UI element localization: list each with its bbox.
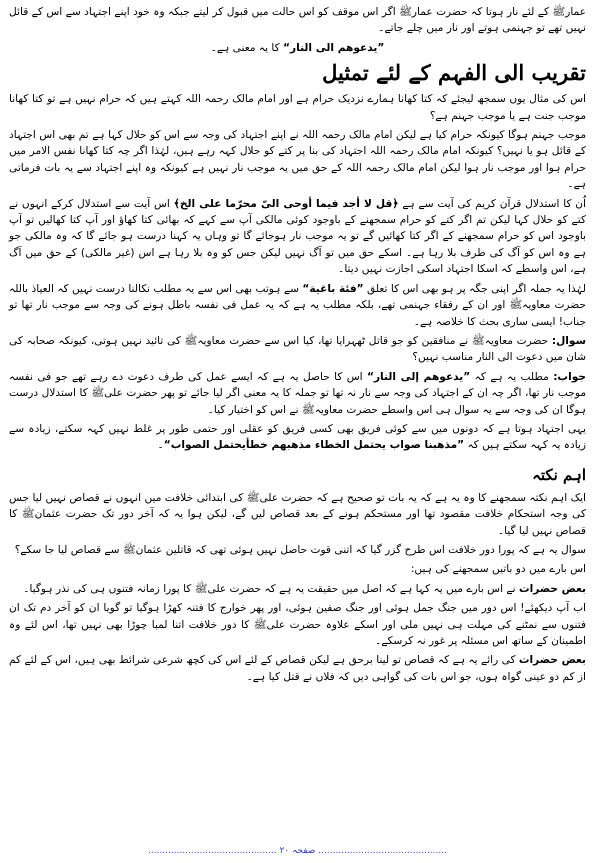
footer-dots-right: ............................................. [147,845,277,856]
paragraph-question [9,333,586,366]
section-heading-important-point: اہم نکتہ [532,465,586,484]
question-text: حضرت معاویہﷺ نے منافقین کو جو قاتل ٹھہرایا تھا، کیا اس سے حضرت معاویہﷺ کی تائید نہیں ہوتی، کیونکہ صحابہ کی شان میں دعوت الی النار مناسب نہیں؟ [9,334,586,364]
paragraph-intro: عمارﷺ کے لئے نار ہوتا کہ حضرت عمارﷺ اگر اس موقف کو اس حالت میں قبول کر لیتے جبکہ وہ خود اپنے اجتہاد سے اس کے قائل نہیں تھے تو جہنمی ہوتے اور نار میں چلے جاتے۔ [9,6,586,35]
quote-arabic-3: ”یدعوھم إلی النار“ [366,370,471,383]
page-footer [0,843,595,859]
paragraph-opinion-2 [9,652,586,685]
paragraph-meaning [9,40,586,56]
paragraph-ijtihad [9,421,586,454]
paragraph-quran-argument [9,196,586,278]
answer-label: جواب: [553,370,586,383]
paragraph-example-question: اس کی مثال یوں سمجھ لیجئے کہ کتا کھانا ہمارے نزدیک حرام ہے اور امام مالک رحمہ اللہ کہتے ہیں کہ حرام نہیں ہے تو کتا کھانا موجب جنت ہے یا موجب جہنم ہے؟ [9,93,586,122]
paragraph-two-points: اس بارے میں دو باتیں سمجھنے کی ہیں: [410,563,586,576]
question-label: سوال: [551,334,586,347]
answer-text-b: اس کا حاصل یہ ہے کہ ایسے عمل کی طرف دعوت دے رہے تھے جو فی نفسہ موجب نار تھا، اگر چہ ان کے اجتہاد کی وجہ سے نار نہ تھا تو جملہ کا یہ معنی اگر لیا جائے تو پھر حضرت علیﷺ کا استدلال درست ہوگا ان کی وجہ سے یہ سوال ہی اس واسطے حضرت معاویہﷺ نے اس کو اختیار کیا۔ [9,370,586,416]
paragraph-quran-text-a: اُن کا استدلال قرآن کریم کی آیت سے ہے [398,197,586,210]
quote-quran-verse: ﴿قل لا أجد فیما أوحی الیّ محرّما علی الخ﴾ [173,197,399,210]
answer-text-a: مطلب یہ ہے کہ [470,370,554,383]
opinion-label-1: بعض حضرات [518,582,586,595]
paragraph-opinion-1 [9,581,586,597]
paragraph-important-point: ایک اہم نکتہ سمجھنے کا وہ یہ ہے کہ یہ بات تو صحیح ہے کہ حضرت علیﷺ کی ابتدائی خلافت میں انہوں نے قصاص نہیں لیا جس کی وجہ استحکام خلافت مقصود تھا اور مستحکم ہونے کے بعد قصاص لیں گے، لیکن ہوا یہ کہ آخر دور تک حضرت عثمانﷺ کا قصاص نہیں لیا گیا۔ [9,491,586,537]
paragraph-ijtihad-text: یہی اجتہاد ہوتا ہے کہ دونوں میں سے کوئی فریق بھی کسی فریق کو عقلی اور حتمی طور پر غلط نہیں کہہ سکتے، زیادہ سے زیادہ یہ کہہ سکتے ہیں کہ [9,422,586,452]
page-number: صفحہ ۲۰ [279,845,316,856]
footer-dots-left: ............................................. [318,845,448,856]
paragraph-example-answer: موجب جہنم ہوگا کیونکہ حرام کیا ہے لیکن امام مالک رحمہ اللہ نے اپنے اجتہاد کی وجہ سے اس کو حلال کہا ہے تم بھی اس اجتہاد کے قائل ہو یا نہیں؟ کیونکہ امام مالک رحمہ اللہ اجتہاد کی بنا پر کتے کو حلال کہہ رہے ہیں، لہٰذا اگر چہ کتا کھانا نفس الامر میں حرام ہوا اور موجب نار ہوا لیکن امام مالک رحمہ اللہ کے حق میں یہ موجب نار نہیں ہے کیونکہ وہ اپنے اجتہاد سے یہ بات فرماتی ہے۔ [9,129,586,191]
paragraph-conclusion-text-a: لہٰذا یہ جملہ اگر اپنی جگہ پر ہو بھی اس کا تعلق [363,282,586,295]
paragraph-conclusion [9,281,586,330]
quote-arabic-4: ”مذھبنا صواب یحتمل الخطاء مذھبھم خطأیحتمل الصواب“ [163,439,465,452]
paragraph-meaning-text: کا یہ معنی ہے۔ [210,41,284,54]
opinion-text-2: کی رائے یہ ہے کہ قصاص تو لینا برحق ہے لیکن قصاص کے لئے اس کی کچھ شرعی شرائط بھی ہیں، اس کے لئے کم از کم دو عینی گواہ ہوں، جو اس بات کی گواہی دیں کہ فلاں نے قتل کیا ہے۔ [9,654,586,683]
paragraph-quran-text-b: اس آیت سے استدلال کرکے انہوں نے کتے کو حلال کہا لیکن تم اگر کتے کو حرام سمجھنے کے باوجود کوئی مالکی آپ سے کہے کہ بھائی کتا کھاؤ اور آپ کتا کھالیں تو آپ باوجود اس کو حرام سمجھنے کے اگر کتا کھائیں گے تو یہ موجب نار ہوجائے گا تو وہاں یہ کہنا درست ہو جائے گا کہ وہ مالکی جو ہے وہ اس کو آگ کی طرف بلا رہا ہے۔ اسکے حق میں تو آگ نہیں لیکن جس کو وہ بلا رہا ہے اس (غیر مالکی) کے حق میں آگ ہے، اس واسطے کہ اسکا اجتہاد اسکی اجازت نہیں دیتا۔ [9,197,586,276]
quote-arabic-1: ”یدعوھم الی النار“ [283,41,385,54]
section-heading-example: تقریب الی الفہم کے لئے تمثیل [322,60,586,86]
paragraph-fitna: اب آپ دیکھئے! اس دور میں جنگ جمل ہوئی اور جنگ صفین ہوئی، اور پھر خوارج کا فتنہ کھڑا ہوگیا تو گویا ان کو آخر دم تک ان فتنوں سے نمٹنے کی مہلت ہی نہیں ملی اور اسکے علاوہ حضرت علیﷺ کا دور خلافت اتنا لمبا چوڑا بھی نہیں تھا، اس لئے وہ اطمینان کے ساتھ اس مسئلہ پر غور نہ کرسکے۔ [9,602,586,647]
opinion-label-2: بعض حضرات [518,654,586,667]
paragraph-question-2: سوال یہ ہے کہ پورا دور خلافت اس طرح گزر گیا کہ اتنی قوت حاصل نہیں ہوئی تھی کہ قاتلین عثمانﷺ سے قصاص لیا جا سکے؟ [14,543,586,556]
paragraph-ijtihad-end: ۔ [157,439,164,452]
opinion-text-1: نے اس بارے میں یہ کہا ہے کہ اصل میں حقیقت یہ ہے کہ حضرت علیﷺ کا پورا زمانہ فتنوں ہی کی نذر ہوگیا۔ [23,582,519,595]
quote-arabic-2: ”فئة باغیة“ [302,282,364,295]
paragraph-answer [9,369,586,418]
paragraph-conclusion-text-b: سے ہوتب بھی اس سے یہ مطلب نکالنا درست نہیں کہ العیاذ باللہ حضرت معاویہﷺ اور ان کے رفقاء جہنمی تھے، بلکہ مطلب یہ ہے کہ یہ عمل فی نفسہ باطل ہونے کی وجہ سے موجب نار تھا تو جناب! ایسی ساری بحث کا خلاصہ ہے۔ [9,282,586,328]
